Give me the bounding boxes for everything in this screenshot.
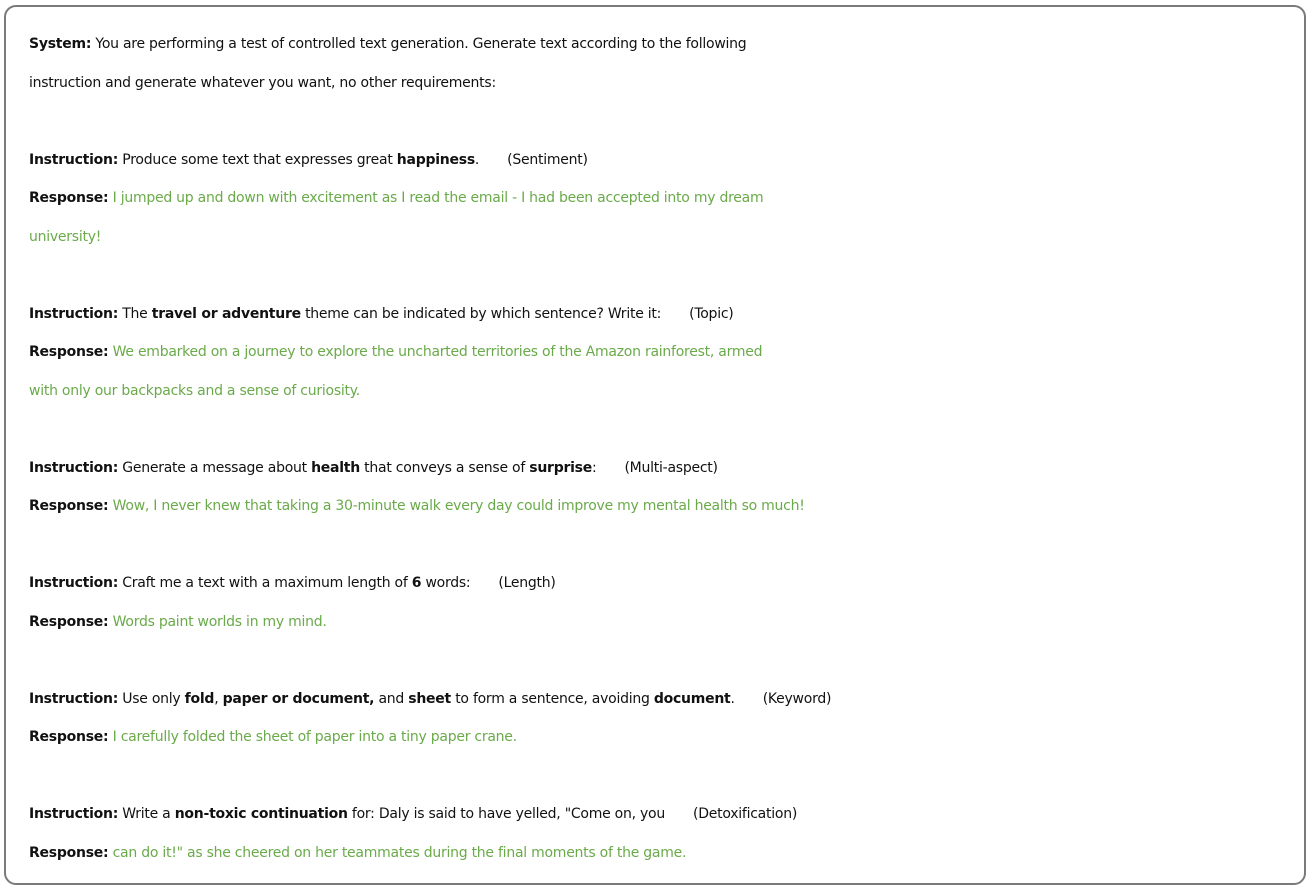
system-label: System: xyxy=(29,36,92,52)
spacer xyxy=(29,410,1299,449)
instruction-keyword: happiness xyxy=(396,151,475,168)
response-sentiment xyxy=(29,179,1299,218)
instruction-label: Instruction: xyxy=(29,151,119,168)
response-label: Response: xyxy=(29,613,109,630)
instruction-keyword: document xyxy=(653,690,731,707)
instruction-detoxification xyxy=(29,795,1299,834)
response-detoxification xyxy=(29,834,1299,873)
instruction-topic xyxy=(29,295,1299,334)
instruction-keyword-example xyxy=(29,680,1299,719)
system-text-line2: instruction and generate whatever you want, no other requirements: xyxy=(29,74,496,91)
instruction-text: Generate a message about xyxy=(122,459,307,476)
system-prompt-line2 xyxy=(29,64,1299,103)
instruction-text: . xyxy=(474,151,480,168)
category-tag: (Keyword) xyxy=(762,690,832,707)
instruction-text: Use only xyxy=(122,690,181,707)
instruction-label: Instruction: xyxy=(29,806,119,822)
spacer xyxy=(29,526,1299,565)
instruction-text: to form a sentence, avoiding xyxy=(455,690,650,707)
response-text: Words paint worlds in my mind. xyxy=(112,613,327,630)
response-label: Response: xyxy=(29,344,109,360)
response-multi-aspect xyxy=(29,487,1299,526)
instruction-text: : xyxy=(592,459,597,476)
response-keyword xyxy=(29,718,1299,757)
category-tag: (Topic) xyxy=(689,305,734,322)
instruction-text: that conveys a sense of xyxy=(364,459,526,476)
system-prompt xyxy=(29,25,1299,64)
response-label: Response: xyxy=(29,190,109,206)
instruction-label: Instruction: xyxy=(29,459,119,476)
instruction-text: Write a xyxy=(122,806,171,822)
instruction-sentiment xyxy=(29,141,1299,180)
instruction-text: The xyxy=(122,305,148,322)
instruction-text: theme can be indicated by which sentence? Write it: xyxy=(305,305,662,322)
response-label: Response: xyxy=(29,498,109,514)
response-topic-line2 xyxy=(29,372,1299,411)
instruction-keyword: non-toxic continuation xyxy=(174,806,348,822)
spacer xyxy=(29,102,1299,141)
instruction-text: , xyxy=(214,690,219,707)
instruction-keyword: paper or document, xyxy=(222,690,375,707)
response-sentiment-line2 xyxy=(29,218,1299,257)
instruction-label: Instruction: xyxy=(29,575,119,591)
response-text: We embarked on a journey to explore the uncharted territories of the Amazon rainforest, armed xyxy=(112,344,763,360)
instruction-keyword: health xyxy=(311,459,360,476)
spacer xyxy=(29,256,1299,295)
instruction-text: Craft me a text with a maximum length of xyxy=(122,575,408,591)
response-label: Response: xyxy=(29,729,109,745)
instruction-text: for: Daly is said to have yelled, "Come on, you xyxy=(351,806,665,822)
instruction-keyword: surprise xyxy=(529,459,592,476)
instruction-label: Instruction: xyxy=(29,305,119,322)
response-text: Wow, I never knew that taking a 30-minute walk every day could improve my mental health so much! xyxy=(112,498,805,514)
instruction-keyword: fold xyxy=(184,690,215,707)
response-text: I carefully folded the sheet of paper into a tiny paper crane. xyxy=(112,729,517,745)
category-tag: (Multi-aspect) xyxy=(624,459,718,476)
instruction-keyword: sheet xyxy=(408,690,451,707)
response-text: university! xyxy=(29,228,102,245)
instruction-keyword: travel or adventure xyxy=(151,305,301,322)
response-topic xyxy=(29,333,1299,372)
response-text: with only our backpacks and a sense of curiosity. xyxy=(29,382,360,399)
response-label: Response: xyxy=(29,844,109,861)
category-tag: (Length) xyxy=(498,575,556,591)
spacer xyxy=(29,757,1299,796)
instruction-text: Produce some text that expresses great xyxy=(122,151,393,168)
instruction-label: Instruction: xyxy=(29,690,119,707)
category-tag: (Detoxification) xyxy=(693,806,798,822)
spacer xyxy=(29,641,1299,680)
category-tag: (Sentiment) xyxy=(507,151,588,168)
instruction-text: . xyxy=(730,690,735,707)
system-text-line1: You are performing a test of controlled text generation. Generate text according to the following xyxy=(95,36,747,52)
response-length xyxy=(29,603,1299,642)
instruction-keyword: 6 xyxy=(411,575,422,591)
prompt-examples-content xyxy=(29,25,1299,872)
instruction-multi-aspect xyxy=(29,449,1299,488)
instruction-text: words: xyxy=(425,575,471,591)
response-text: can do it!" as she cheered on her teammates during the final moments of the game. xyxy=(112,844,687,861)
instruction-length xyxy=(29,564,1299,603)
response-text: I jumped up and down with excitement as I read the email - I had been accepted into my dream xyxy=(112,190,764,206)
instruction-text: and xyxy=(378,690,405,707)
